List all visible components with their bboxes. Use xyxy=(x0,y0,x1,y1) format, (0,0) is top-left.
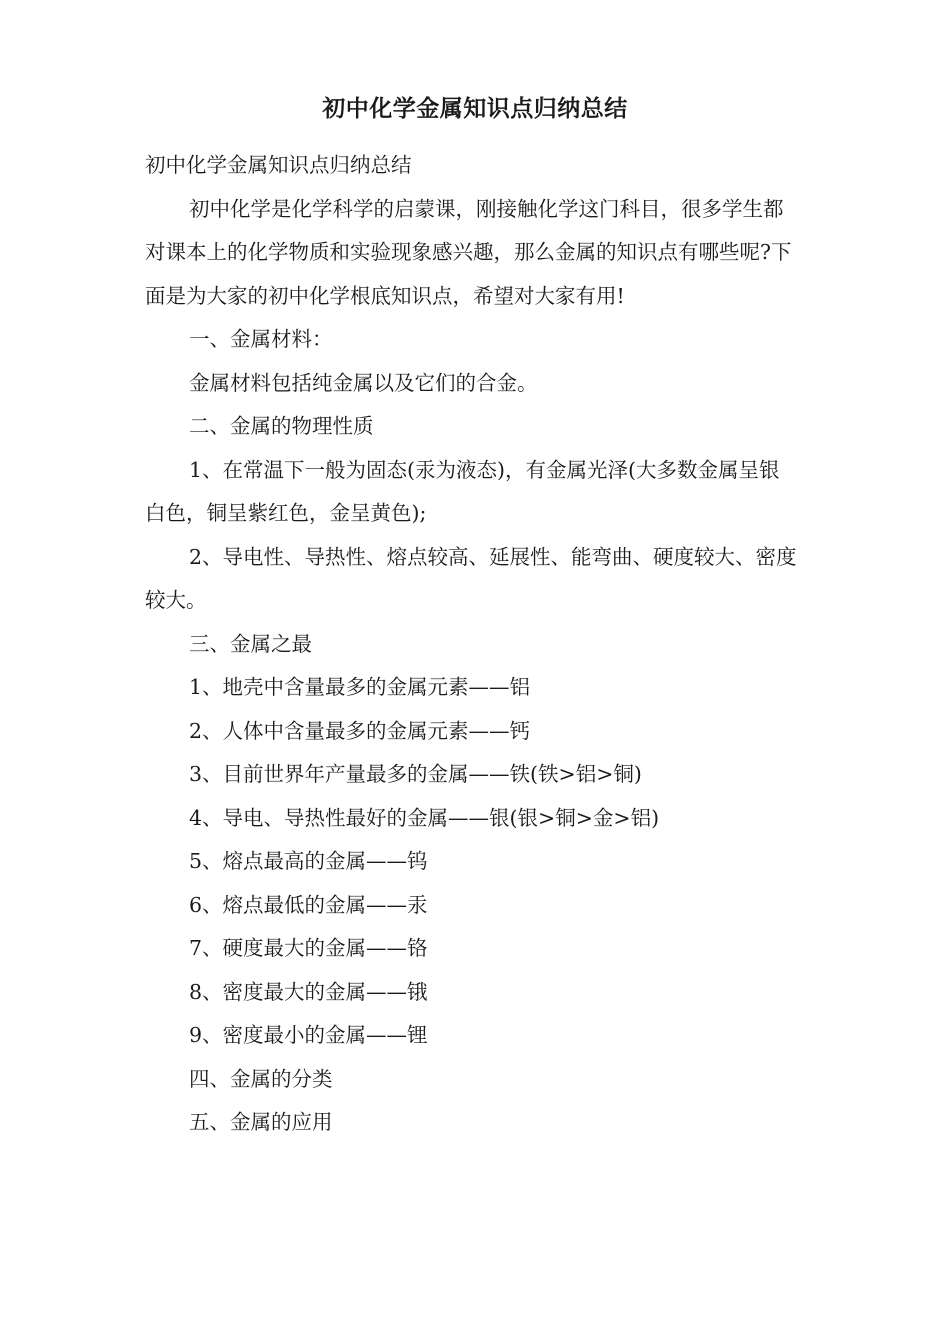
metal-extreme-item: 3、目前世界年产量最多的金属——铁(铁>铝>铜) xyxy=(189,762,642,786)
document-body xyxy=(145,144,800,1145)
metal-extreme-item: 1、地壳中含量最多的金属元素——铝 xyxy=(189,675,531,699)
section-heading-metal-materials: 一、金属材料： xyxy=(189,327,333,351)
physical-property-item: 2、导电性、导热性、熔点较高、延展性、能弯曲、硬度较大、密度较大。 xyxy=(145,544,797,612)
document-title: 初中化学金属知识点归纳总结 xyxy=(322,95,628,122)
metal-extreme-item: 7、硬度最大的金属——铬 xyxy=(189,936,428,960)
metal-extreme-item: 6、熔点最低的金属——汞 xyxy=(189,892,428,917)
section-heading-metal-applications: 五、金属的应用 xyxy=(189,1110,333,1134)
metal-extreme-item: 5、熔点最高的金属——钨 xyxy=(189,849,428,873)
section-heading-metal-extremes: 三、金属之最 xyxy=(189,631,312,656)
physical-property-item: 1、在常温下一般为固态(汞为液态)，有金属光泽(大多数金属呈银白色，铜呈紫红色，金呈黄色); xyxy=(145,457,780,525)
metal-extreme-item: 2、人体中含量最多的金属元素——钙 xyxy=(189,718,531,743)
section-heading-metal-classification: 四、金属的分类 xyxy=(189,1066,333,1091)
intro-paragraph: 初中化学是化学科学的启蒙课，刚接触化学这门科目，很多学生都对课本上的化学物质和实验现象感兴趣，那么金属的知识点有哪些呢?下面是为大家的初中化学根底知识点，希望对大家有用! xyxy=(145,196,792,308)
metal-extreme-item: 4、导电、导热性最好的金属——银(银>铜>金>铝) xyxy=(189,805,660,830)
document-subtitle: 初中化学金属知识点归纳总结 xyxy=(145,153,412,177)
metal-extreme-item: 8、密度最大的金属——锇 xyxy=(189,979,428,1004)
metal-extreme-item: 9、密度最小的金属——锂 xyxy=(189,1023,428,1047)
metal-materials-paragraph: 金属材料包括纯金属以及它们的合金。 xyxy=(189,370,538,395)
section-heading-physical-properties: 二、金属的物理性质 xyxy=(189,414,374,438)
